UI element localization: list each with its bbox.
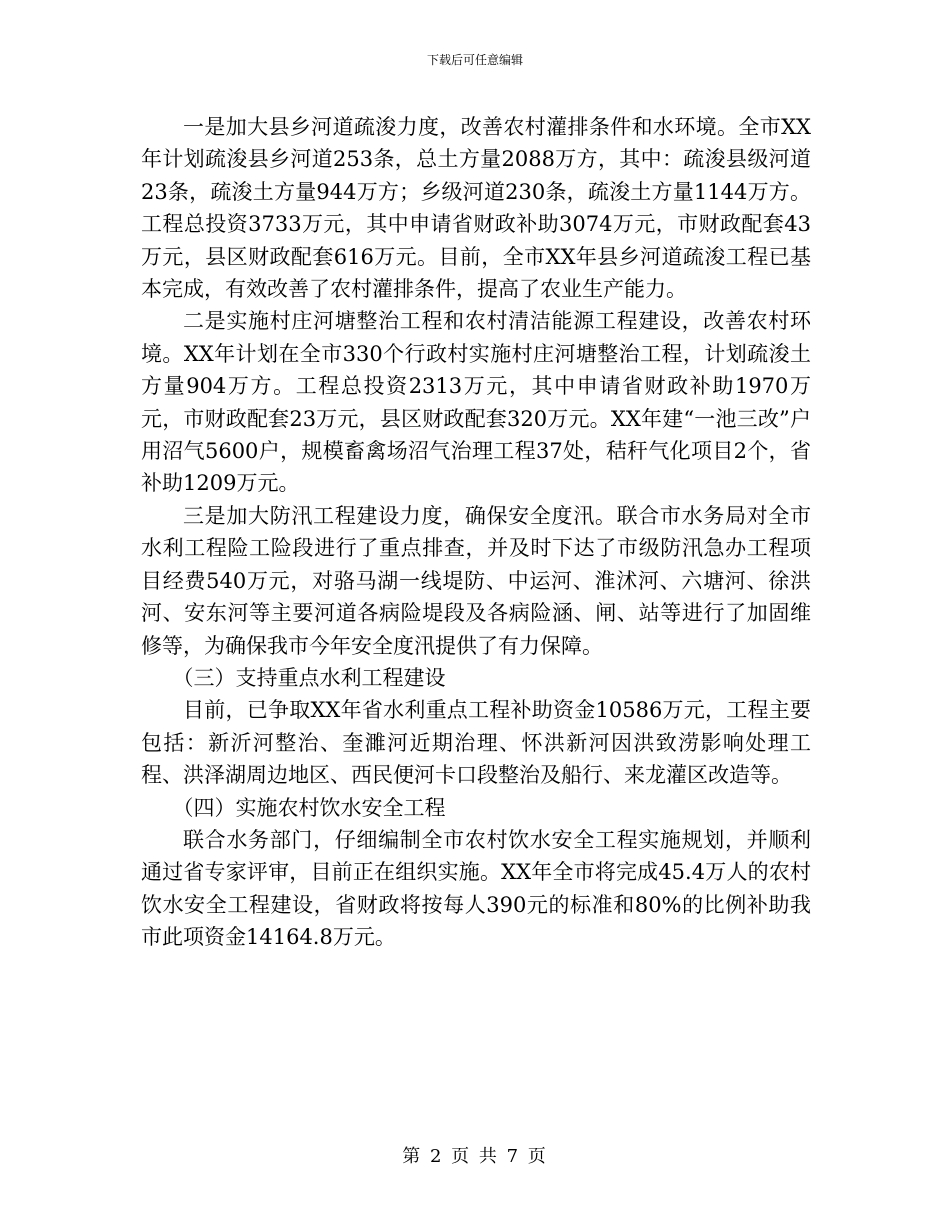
section-heading-drinking-water: （四）实施农村饮水安全工程	[172, 795, 446, 820]
page-header: 下载后可任意编辑	[426, 53, 523, 67]
paragraph-key-projects: 目前，已争取XX年省水利重点工程补助资金10586万元，工程主要包括：新沂河整治、奎濉河近期治理、怀洪新河因洪致涝影响处理工程、洪泽湖周边地区、西民便河卡口段整治及船行、来龙灌区改造等。	[141, 698, 811, 788]
page-number: 第 2 页 共 7 页	[402, 1146, 548, 1167]
section-heading-key-projects: （三）支持重点水利工程建设	[172, 665, 446, 690]
paragraph-village-ponds: 二是实施村庄河塘整治工程和农村清洁能源工程建设，改善农村环境。XX年计划在全市330个行政村实施村庄河塘整治工程，计划疏浚土方量904万方。工程总投资2313万元，其中申请省财政补助1970万元，市财政配套23万元，县区财政配套320万元。XX年建“一池三改”户用沼气5600户，规模畜禽场沼气治理工程37处，秸秆气化项目2个，省补助1209万元。	[141, 309, 811, 496]
document-body	[141, 111, 811, 954]
paragraph-flood-control: 三是加大防汛工程建设力度，确保安全度汛。联合市水务局对全市水利工程险工险段进行了重点排查，并及时下达了市级防汛急办工程项目经费540万元，对骆马湖一线堤防、中运河、淮沭河、六塘河、徐洪河、安东河等主要河道各病险堤段及各病险涵、闸、站等进行了加固维修等，为确保我市今年安全度汛提供了有力保障。	[141, 503, 811, 658]
paragraph-drinking-water: 联合水务部门，仔细编制全市农村饮水安全工程实施规划，并顺利通过省专家评审，目前正在组织实施。XX年全市将完成45.4万人的农村饮水安全工程建设，省财政将按每人390元的标准和80%的比例补助我市此项资金14164.8万元。	[141, 827, 811, 950]
paragraph-river-dredging: 一是加大县乡河道疏浚力度，改善农村灌排条件和水环境。全市XX年计划疏浚县乡河道253条，总土方量2088万方，其中：疏浚县级河道23条，疏浚土方量944万方；乡级河道230条，疏浚土方量1144万方。工程总投资3733万元，其中申请省财政补助3074万元，市财政配套43万元，县区财政配套616万元。目前，全市XX年县乡河道疏浚工程已基本完成，有效改善了农村灌排条件，提高了农业生产能力。	[141, 115, 811, 302]
